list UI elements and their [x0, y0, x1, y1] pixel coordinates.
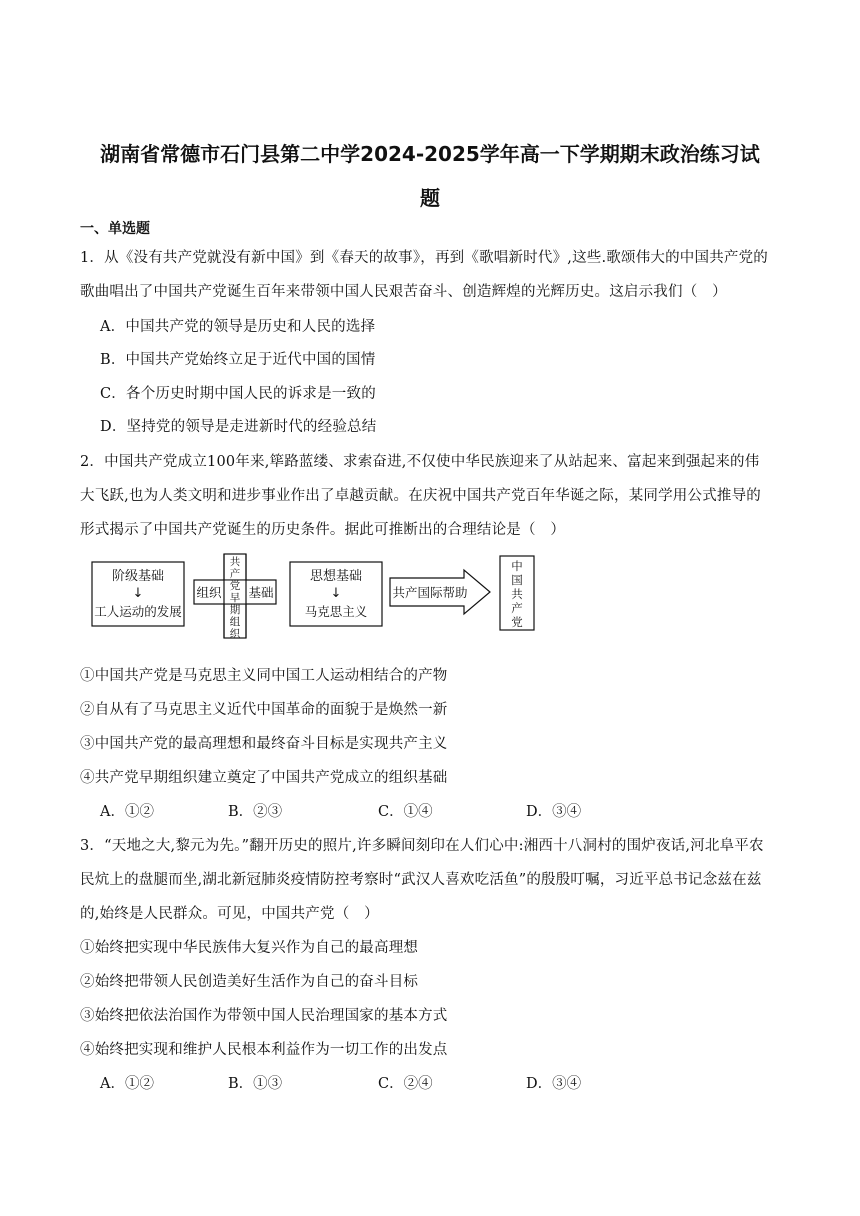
q3-stem-line1: 3．“天地之大,黎元为先。”翻开历史的照片,许多瞬间刻印在人们心中:湘西十八洞村的围炉夜话,河北阜平农 [80, 838, 764, 854]
q3-option-a: A．①② [100, 1076, 154, 1092]
result-char: 党 [511, 615, 523, 629]
cross-vertical-char: 织 [229, 628, 241, 640]
q1-option-a: A．中国共产党的领导是历史和人民的选择 [100, 319, 376, 335]
result-char: 国 [511, 573, 523, 587]
q3-statement-2: ②始终把带领人民创造美好生活作为自己的奋斗目标 [80, 974, 419, 990]
q2-stem-line1: 2．中国共产党成立100年来,筚路蓝缕、求索奋进,不仅使中华民族迎来了从站起来、富起来到强起来的伟 [80, 454, 760, 470]
q1-stem-line2: 歌曲唱出了中国共产党诞生百年来带领中国人民艰苦奋斗、创造辉煌的光辉历史。这启示我们（ ） [80, 284, 727, 300]
box1-top-label: 阶级基础 [111, 569, 165, 584]
cross-vertical-char: 组 [229, 616, 241, 628]
document-title-continued: 题 [420, 186, 440, 210]
box1-bottom-label: 工人运动的发展 [94, 604, 182, 619]
q1-option-b: B．中国共产党始终立足于近代中国的国情 [100, 352, 376, 368]
q3-option-c: C．②④ [378, 1076, 433, 1092]
q3-statement-1: ①始终把实现中华民族伟大复兴作为自己的最高理想 [80, 940, 419, 956]
q2-statement-4: ④共产党早期组织建立奠定了中国共产党成立的组织基础 [80, 770, 448, 786]
q3-statement-3: ③始终把依法治国作为带领中国人民治理国家的基本方式 [80, 1008, 448, 1024]
q1-option-d: D．坚持党的领导是走进新时代的经验总结 [100, 419, 377, 435]
cross-right-label: 基础 [248, 585, 274, 600]
q2-statement-3: ③中国共产党的最高理想和最终奋斗目标是实现共产主义 [80, 736, 448, 752]
q2-option-c: C．①④ [378, 804, 433, 820]
cross-vertical-char: 期 [229, 604, 241, 616]
q2-statement-1: ①中国共产党是马克思主义同中国工人运动相结合的产物 [80, 668, 448, 684]
cross-left-label: 组织 [196, 585, 222, 600]
q3-option-b: B．①③ [228, 1076, 283, 1092]
result-char: 产 [511, 601, 523, 615]
document-title: 湖南省常德市石门县第二中学2024-2025学年高一下学期期末政治练习试 [100, 142, 760, 166]
cross-vertical-char: 早 [229, 592, 241, 604]
q2-stem-line2: 大飞跃,也为人类文明和进步事业作出了卓越贡献。在庆祝中国共产党百年华诞之际，某同学用公式推导的 [80, 488, 762, 504]
box1-arrow: ↓ [132, 586, 144, 601]
q3-statement-4: ④始终把实现和维护人民根本利益作为一切工作的出发点 [80, 1042, 448, 1058]
box2-top-label: 思想基础 [309, 569, 363, 584]
arrow-label: 共产国际帮助 [392, 585, 468, 600]
q2-option-a: A．①② [100, 804, 154, 820]
result-char: 共 [511, 587, 523, 601]
box2-arrow: ↓ [330, 586, 342, 601]
q3-stem-line2: 民炕上的盘腿而坐,湖北新冠肺炎疫情防控考察时“武汉人喜欢吃活鱼”的殷殷叮嘱，习近平总书记念兹在兹 [80, 872, 762, 888]
q2-statement-2: ②自从有了马克思主义近代中国革命的面貌于是焕然一新 [80, 702, 448, 718]
cross-vertical-char: 党 [229, 580, 241, 592]
q2-option-d: D．③④ [526, 804, 582, 820]
formula-diagram [90, 552, 550, 644]
q2-stem-line3: 形式揭示了中国共产党诞生的历史条件。据此可推断出的合理结论是（ ） [80, 522, 566, 538]
q2-option-b: B．②③ [228, 804, 283, 820]
section-heading: 一、单选题 [80, 221, 150, 237]
q3-stem-line3: 的,始终是人民群众。可见，中国共产党（ ） [80, 906, 379, 922]
q3-option-d: D．③④ [526, 1076, 582, 1092]
result-char: 中 [511, 559, 523, 573]
q1-option-c: C．各个历史时期中国人民的诉求是一致的 [100, 386, 376, 402]
cross-vertical-char: 产 [229, 568, 241, 580]
cross-vertical-char: 共 [229, 556, 241, 568]
box2-bottom-label: 马克思主义 [304, 604, 368, 619]
q1-stem-line1: 1．从《没有共产党就没有新中国》到《春天的故事》，再到《歌唱新时代》,这些.歌颂伟大的中国共产党的 [80, 250, 768, 266]
